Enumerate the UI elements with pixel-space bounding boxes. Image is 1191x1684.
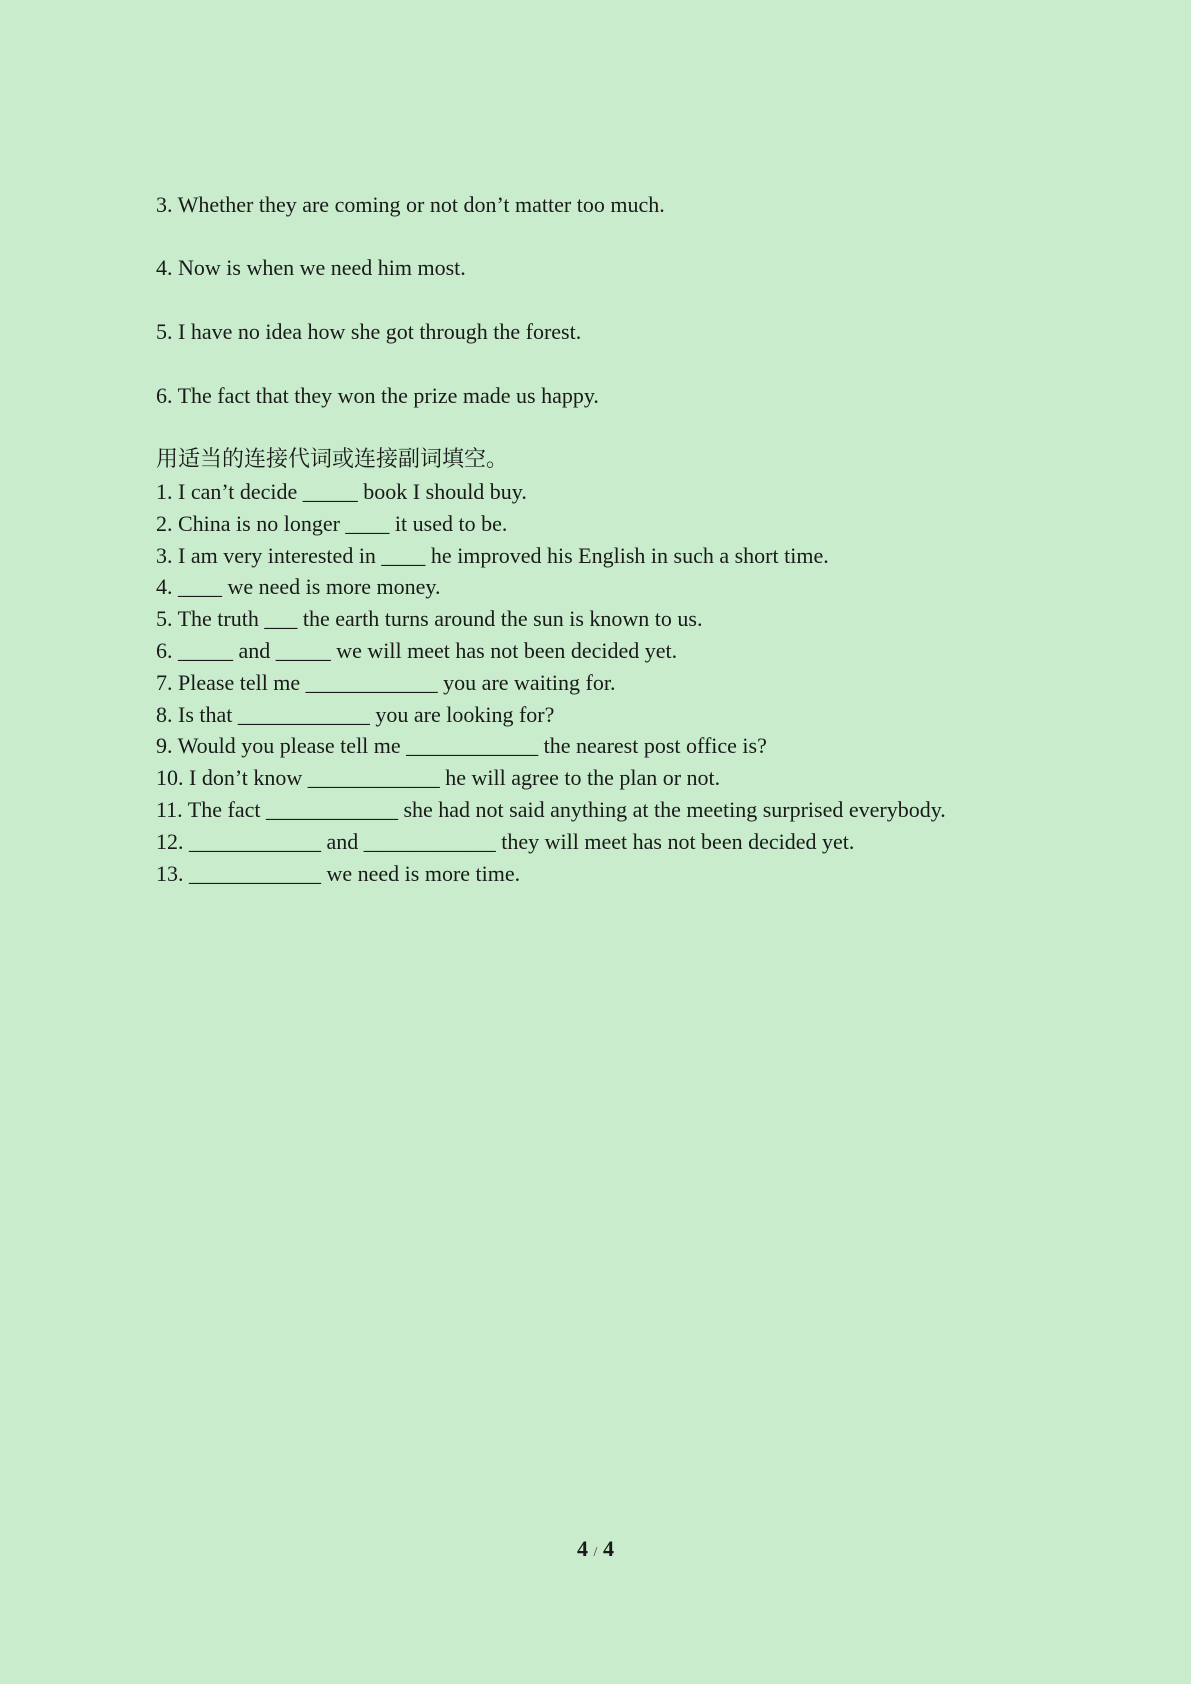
exercise-item: 4. ____ we need is more money. [156,574,441,600]
exercise-item: 7. Please tell me ____________ you are waiting for. [156,669,616,695]
previous-item: 3. Whether they are coming or not don’t matter too much. [156,192,665,217]
previous-item: 5. I have no idea how she got through the forest. [156,319,582,344]
exercise-item: 11. The fact ____________ she had not said anything at the meeting surprised everybody. [156,796,946,822]
exercise-item: 13. ____________ we need is more time. [156,860,521,886]
exercise-item: 3. I am very interested in ____ he improved his English in such a short time. [156,542,829,568]
exercise-item: 8. Is that ____________ you are looking for? [156,701,555,727]
total-page-number: 4 [602,1536,614,1561]
current-page-number: 4 [577,1536,589,1561]
page-number-separator: / [593,1545,598,1560]
previous-item: 4. Now is when we need him most. [156,255,466,280]
exercise-item: 6. _____ and _____ we will meet has not been decided yet. [156,637,678,663]
exercise-list [156,476,946,889]
page-number [0,1534,1191,1568]
previous-item: 6. The fact that they won the prize made us happy. [156,383,599,408]
exercise-item: 10. I don’t know ____________ he will agree to the plan or not. [156,765,721,791]
exercise-item: 1. I can’t decide _____ book I should buy. [156,479,527,504]
exercise-item: 5. The truth ___ the earth turns around the sun is known to us. [156,606,703,632]
exercise-item: 12. ____________ and ____________ they will meet has not been decided yet. [156,828,855,854]
exercise-heading: 用适当的连接代词或连接副词填空。 [156,446,509,471]
exercise-item: 2. China is no longer ____ it used to be. [156,510,508,536]
exercise-item: 9. Would you please tell me ____________ the nearest post office is? [156,733,767,759]
